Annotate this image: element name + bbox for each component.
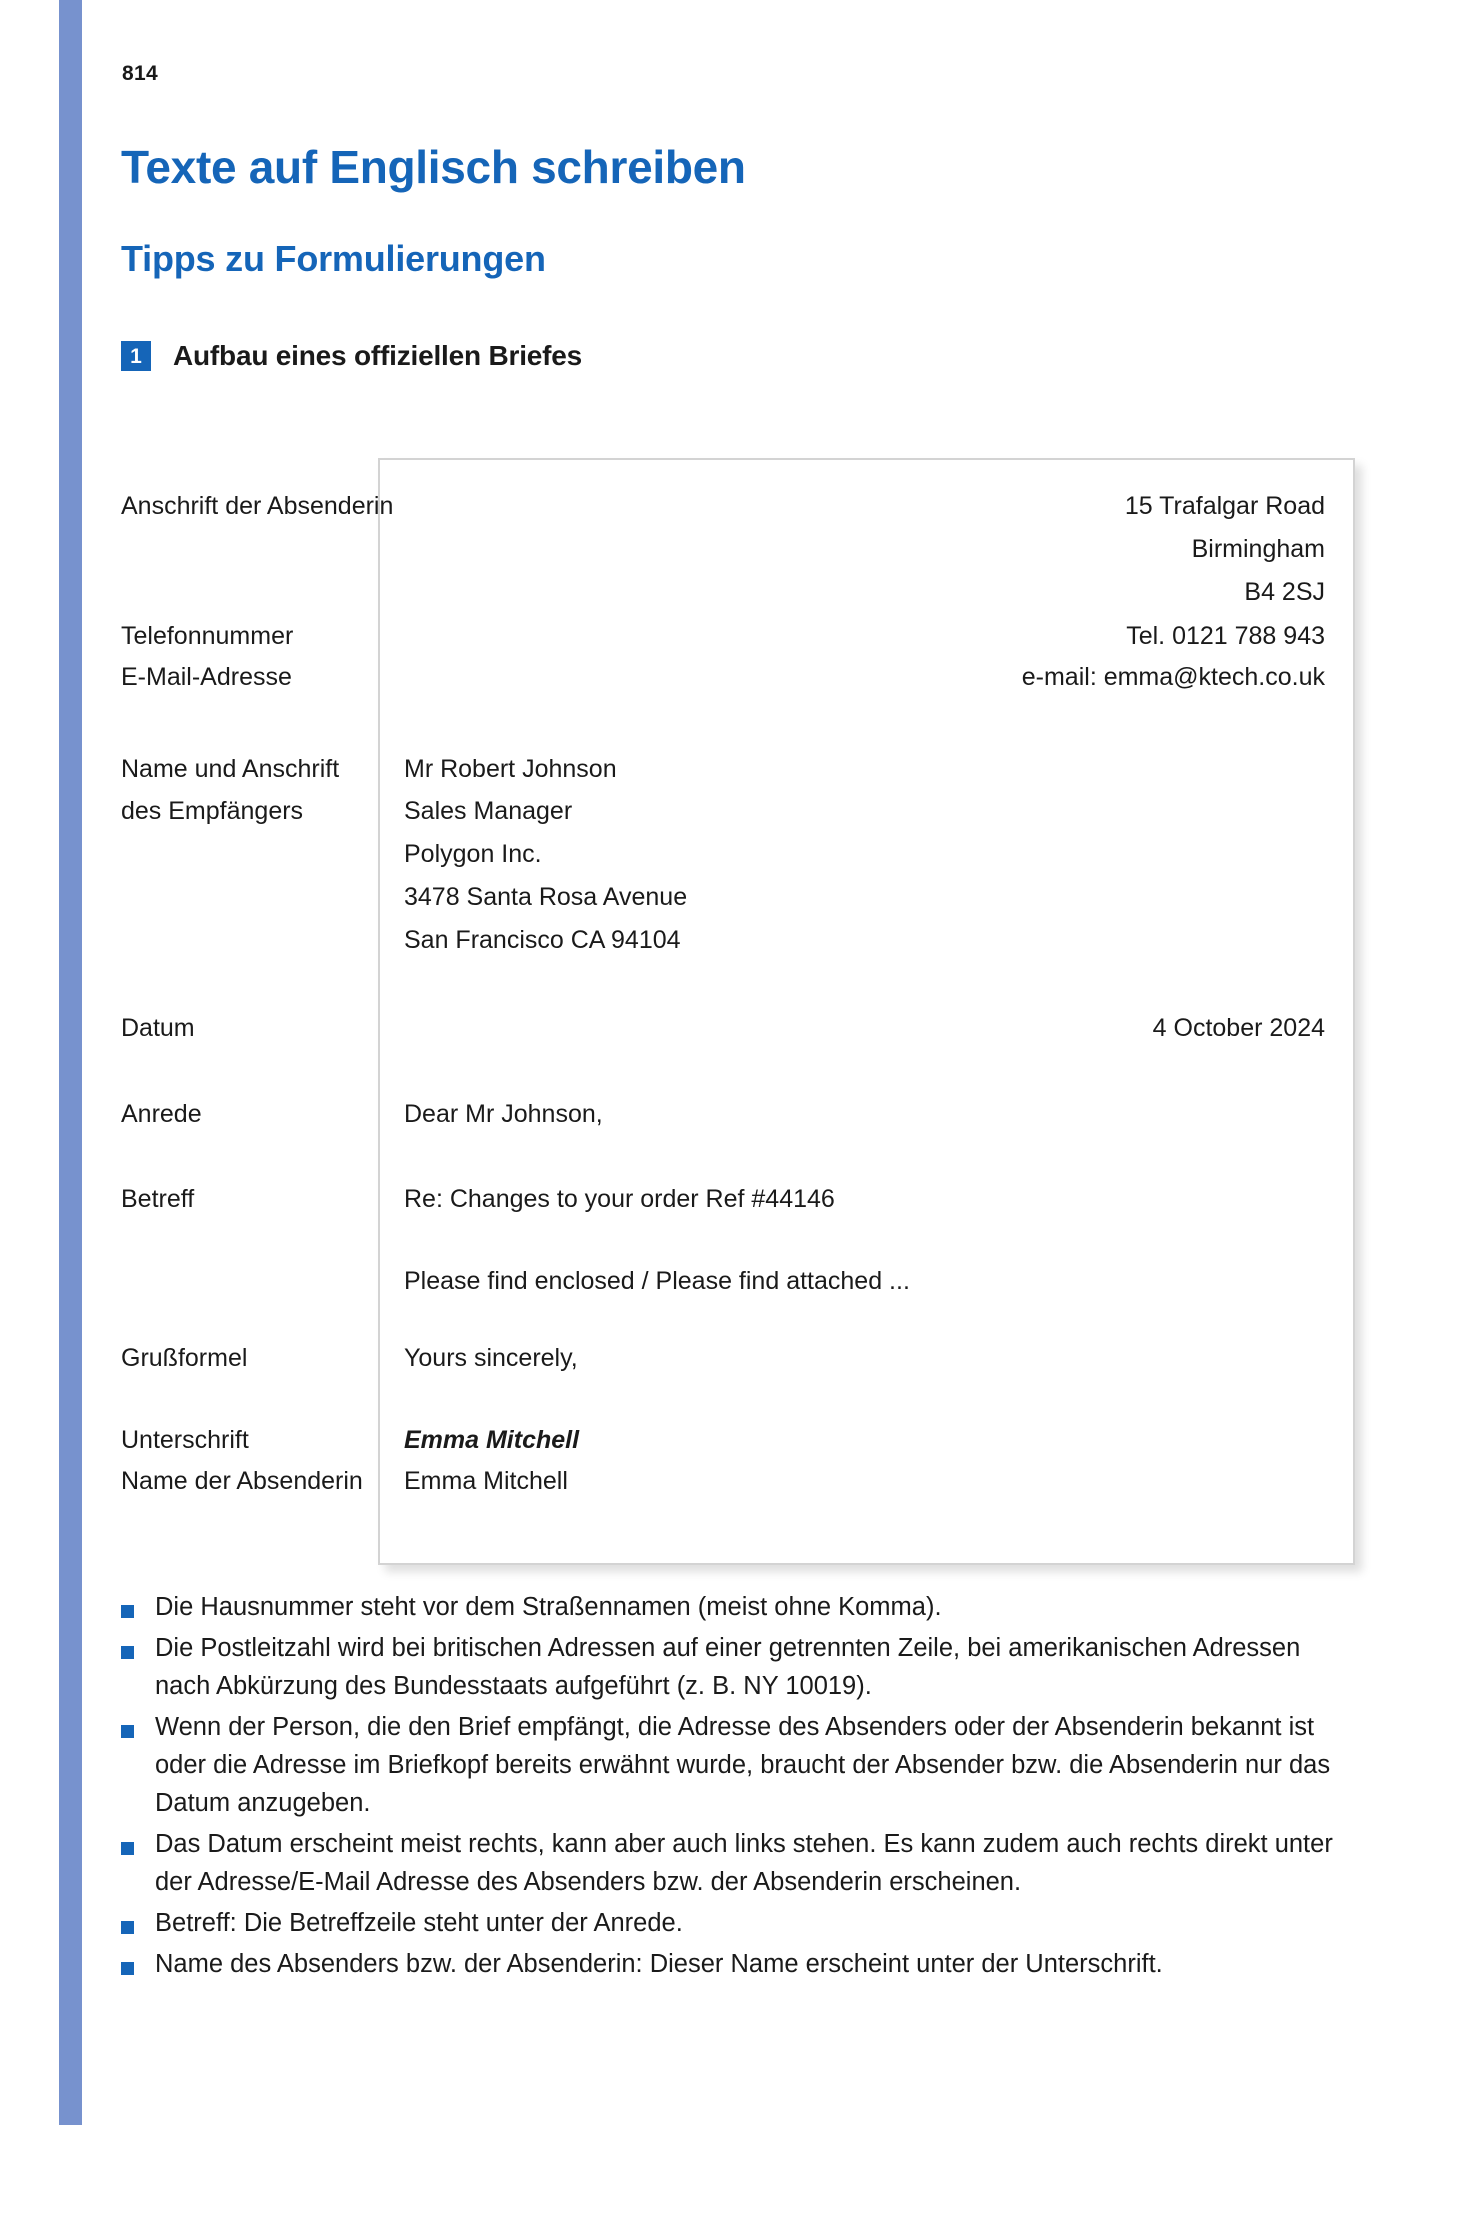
list-item xyxy=(121,1905,1421,1943)
list-item-text: Das Datum erscheint meist rechts, kann aber auch links stehen. Es kann zudem auch rechts direkt unter der Adresse/E-Mail Adresse des Absenders bzw. der Absenderin erscheinen. xyxy=(155,1829,1333,1896)
list-item xyxy=(121,1826,1421,1902)
letter-recipient-5: San Francisco CA 94104 xyxy=(404,926,681,954)
square-bullet-icon xyxy=(121,1725,134,1738)
list-item-text: Die Postleitzahl wird bei britischen Adressen auf einer getrennten Zeile, bei amerikanischen Adressen nach Abkürzung des Bundesstaats aufgeführt (z. B. NY 10019). xyxy=(155,1633,1301,1700)
letter-recipient-2: Sales Manager xyxy=(404,797,573,825)
exercise-heading xyxy=(121,340,582,372)
page-number: 814 xyxy=(122,62,158,85)
decorative-sidebar-stripe xyxy=(59,0,82,2125)
letter-sender-address-3: B4 2SJ xyxy=(1244,578,1325,606)
list-item-text: Die Hausnummer steht vor dem Straßennamen (meist ohne Komma). xyxy=(155,1593,942,1621)
letter-signature-text: Emma Mitchell xyxy=(404,1426,580,1454)
square-bullet-icon xyxy=(121,1605,134,1618)
list-item xyxy=(121,1946,1421,1984)
page-subtitle: Tipps zu Formulierungen xyxy=(121,238,546,279)
list-item-text: Betreff: Die Betreffzeile steht unter der Anrede. xyxy=(155,1908,683,1937)
list-item xyxy=(121,1630,1421,1706)
letter-sender-name: Emma Mitchell xyxy=(404,1467,568,1495)
label-signature: Unterschrift xyxy=(121,1426,249,1454)
square-bullet-icon xyxy=(121,1962,134,1975)
label-subject: Betreff xyxy=(121,1185,195,1213)
exercise-number-badge: 1 xyxy=(121,341,151,371)
label-salutation: Anrede xyxy=(121,1100,202,1128)
letter-sender-phone: Tel. 0121 788 943 xyxy=(1126,622,1325,650)
page-title: Texte auf Englisch schreiben xyxy=(121,141,746,193)
letter-recipient-1: Mr Robert Johnson xyxy=(404,755,617,783)
exercise-title: Aufbau eines offiziellen Briefes xyxy=(173,340,583,371)
label-date: Datum xyxy=(121,1014,195,1042)
label-recipient-line1: Name und Anschrift xyxy=(121,755,340,783)
letter-sender-email: e-mail: emma@ktech.co.uk xyxy=(1021,663,1325,691)
letter-sender-address-1: 15 Trafalgar Road xyxy=(1124,492,1325,520)
label-phone: Telefonnummer xyxy=(121,622,294,650)
letter-recipient-3: Polygon Inc. xyxy=(404,840,542,868)
letter-body: Please find enclosed / Please find attached ... xyxy=(404,1267,910,1295)
letter-signature xyxy=(404,1424,579,1458)
square-bullet-icon xyxy=(121,1921,134,1934)
list-item-text: Wenn der Person, die den Brief empfängt, die Adresse des Absenders oder der Absenderin bekannt ist oder die Adresse im Briefkopf bereits erwähnt wurde, braucht der Absender bzw. die Absenderin nur das Datum anzugeben. xyxy=(155,1712,1331,1817)
square-bullet-icon xyxy=(121,1646,134,1659)
square-bullet-icon xyxy=(121,1842,134,1855)
letter-closing: Yours sincerely, xyxy=(404,1344,578,1372)
letter-subject: Re: Changes to your order Ref #44146 xyxy=(404,1185,835,1213)
list-item xyxy=(121,1709,1421,1823)
letter-salutation: Dear Mr Johnson, xyxy=(404,1100,603,1128)
label-sender-name: Name der Absenderin xyxy=(121,1467,363,1495)
letter-recipient-4: 3478 Santa Rosa Avenue xyxy=(404,883,688,911)
label-recipient-line2: des Empfängers xyxy=(121,797,304,825)
notes-list xyxy=(121,1589,1421,1987)
label-closing: Grußformel xyxy=(121,1344,248,1372)
list-item-text: Name des Absenders bzw. der Absenderin: Dieser Name erscheint unter der Unterschrift. xyxy=(155,1949,1163,1978)
letter-sender-address-2: Birmingham xyxy=(1191,535,1325,563)
list-item xyxy=(121,1589,1421,1627)
label-email: E-Mail-Adresse xyxy=(121,663,292,691)
letter-date: 4 October 2024 xyxy=(1152,1014,1325,1042)
label-sender-address: Anschrift der Absenderin xyxy=(121,492,394,520)
